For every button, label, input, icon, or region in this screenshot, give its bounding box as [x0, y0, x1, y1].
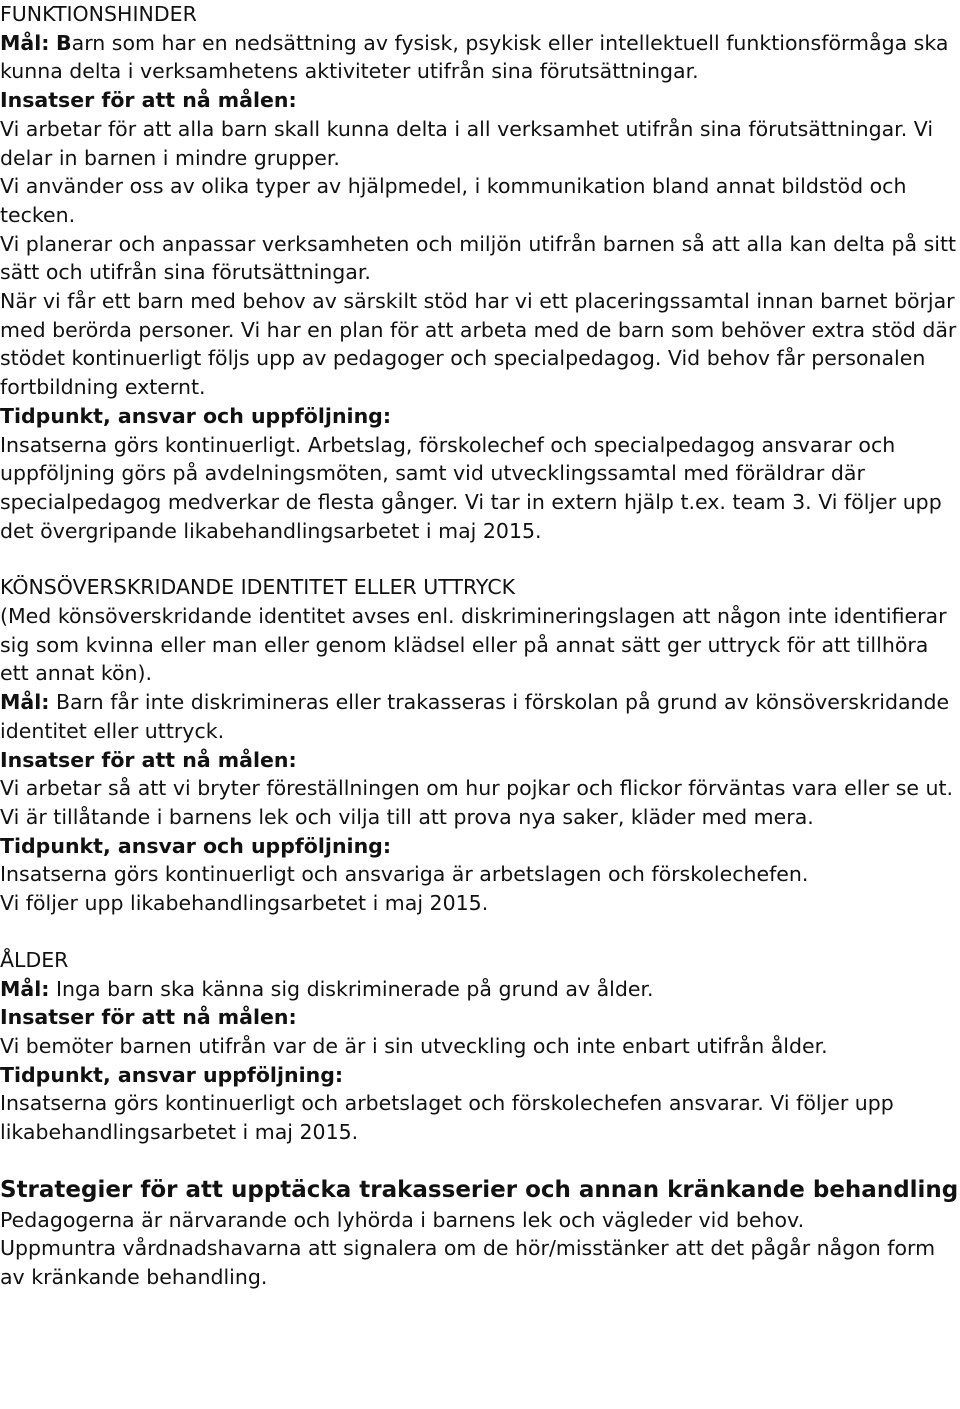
strategy-line: Uppmuntra vårdnadshavarna att signalera om de hör/misstänker att det pågår någon form av kränkande behandling.	[0, 1236, 936, 1290]
measure-paragraph: Vi planerar och anpassar verksamheten och miljön utifrån barnen så att alla kan delta på sitt sätt och utifrån sina förutsättningar.	[0, 231, 957, 285]
section-spacer	[0, 545, 960, 573]
section-funktionshinder	[0, 0, 960, 545]
goal-paragraph	[0, 29, 960, 86]
section-spacer	[0, 918, 960, 946]
goal-paragraph	[0, 688, 960, 745]
followup-heading: Tidpunkt, ansvar och uppföljning:	[0, 833, 392, 858]
measure-paragraph: Vi arbetar så att vi bryter föreställningen om hur pojkar och flickor förväntas vara eller se ut.	[0, 776, 954, 801]
section-alder	[0, 946, 960, 1147]
strategy-heading: Strategier för att upptäcka trakasserier och annan kränkande behandling	[0, 1176, 959, 1203]
measure-paragraph: Vi bemöter barnen utifrån var de är i sin utveckling och inte enbart utifrån ålder.	[0, 1033, 828, 1058]
goal-label: Mål:	[0, 976, 50, 1001]
followup-paragraph: Insatserna görs kontinuerligt och arbetslaget och förskolechefen ansvarar. Vi följer upp likabehandlingsarbetet i maj 2015.	[0, 1091, 894, 1145]
followup-paragraph: Insatserna görs kontinuerligt och ansvariga är arbetslagen och förskolechefen.	[0, 862, 809, 887]
goal-text: arn som har en nedsättning av fysisk, psykisk eller intellektuell funktionsförmåga ska kunna delta i verksamhetens aktiviteter utifrån sina förutsättningar.	[0, 30, 949, 84]
goal-text: Inga barn ska känna sig diskriminerade på grund av ålder.	[49, 976, 654, 1001]
goal-label: Mål:	[0, 690, 50, 715]
followup-heading: Tidpunkt, ansvar uppföljning:	[0, 1062, 344, 1087]
measure-paragraph: Vi arbetar för att alla barn skall kunna delta i all verksamhet utifrån sina förutsättningar. Vi delar in barnen i mindre grupper.	[0, 116, 934, 170]
measures-heading: Insatser för att nå målen:	[0, 747, 297, 772]
section-title: KÖNSÖVERSKRIDANDE IDENTITET ELLER UTTRYCK	[0, 575, 516, 600]
goal-initial: B	[56, 30, 72, 55]
followup-heading: Tidpunkt, ansvar och uppföljning:	[0, 403, 392, 428]
section-spacer	[0, 1147, 960, 1175]
measures-heading: Insatser för att nå målen:	[0, 88, 297, 113]
strategy-line: Pedagogerna är närvarande och lyhörda i barnens lek och vägleder vid behov.	[0, 1207, 805, 1232]
goal-text: Barn får inte diskrimineras eller trakasseras i förskolan på grund av könsöverskridande identitet eller uttryck.	[0, 690, 950, 743]
intro-paragraph: (Med könsöverskridande identitet avses enl. diskrimineringslagen att någon inte identifierar sig som kvinna eller man eller genom klädsel eller på annat sätt ger uttryck för att tillhöra ett annat kön).	[0, 604, 947, 686]
followup-paragraph: Vi följer upp likabehandlingsarbetet i maj 2015.	[0, 891, 489, 916]
goal-paragraph	[0, 975, 960, 1004]
goal-label: Mål:	[0, 30, 50, 55]
section-title: ÅLDER	[0, 947, 69, 972]
section-strategy	[0, 1175, 960, 1292]
measure-paragraph: Vi använder oss av olika typer av hjälpmedel, i kommunikation bland annat bildstöd och tecken.	[0, 174, 907, 227]
measure-paragraph: Vi är tillåtande i barnens lek och vilja till att prova nya saker, kläder med mera.	[0, 804, 814, 829]
followup-paragraph: Insatserna görs kontinuerligt. Arbetslag, förskolechef och specialpedagog ansvarar och uppföljning görs på avdelningsmöten, samt vid utvecklingssamtal med föräldrar där specialpedagog medverkar de flesta gånger. Vi tar in extern hjälp t.ex. team 3. Vi följer upp det övergripande likabehandlingsarbetet i maj 2015.	[0, 432, 942, 543]
section-title: FUNKTIONSHINDER	[0, 2, 197, 26]
measure-paragraph: När vi får ett barn med behov av särskilt stöd har vi ett placeringssamtal innan barnet börjar med berörda personer. Vi har en plan för att arbeta med de barn som behöver extra stöd där stödet kontinuerligt följs upp av pedagoger och specialpedagog. Vid behov får personalen fortbildning externt.	[0, 289, 957, 400]
measures-heading: Insatser för att nå målen:	[0, 1005, 297, 1030]
section-konsoverskridande	[0, 573, 960, 917]
